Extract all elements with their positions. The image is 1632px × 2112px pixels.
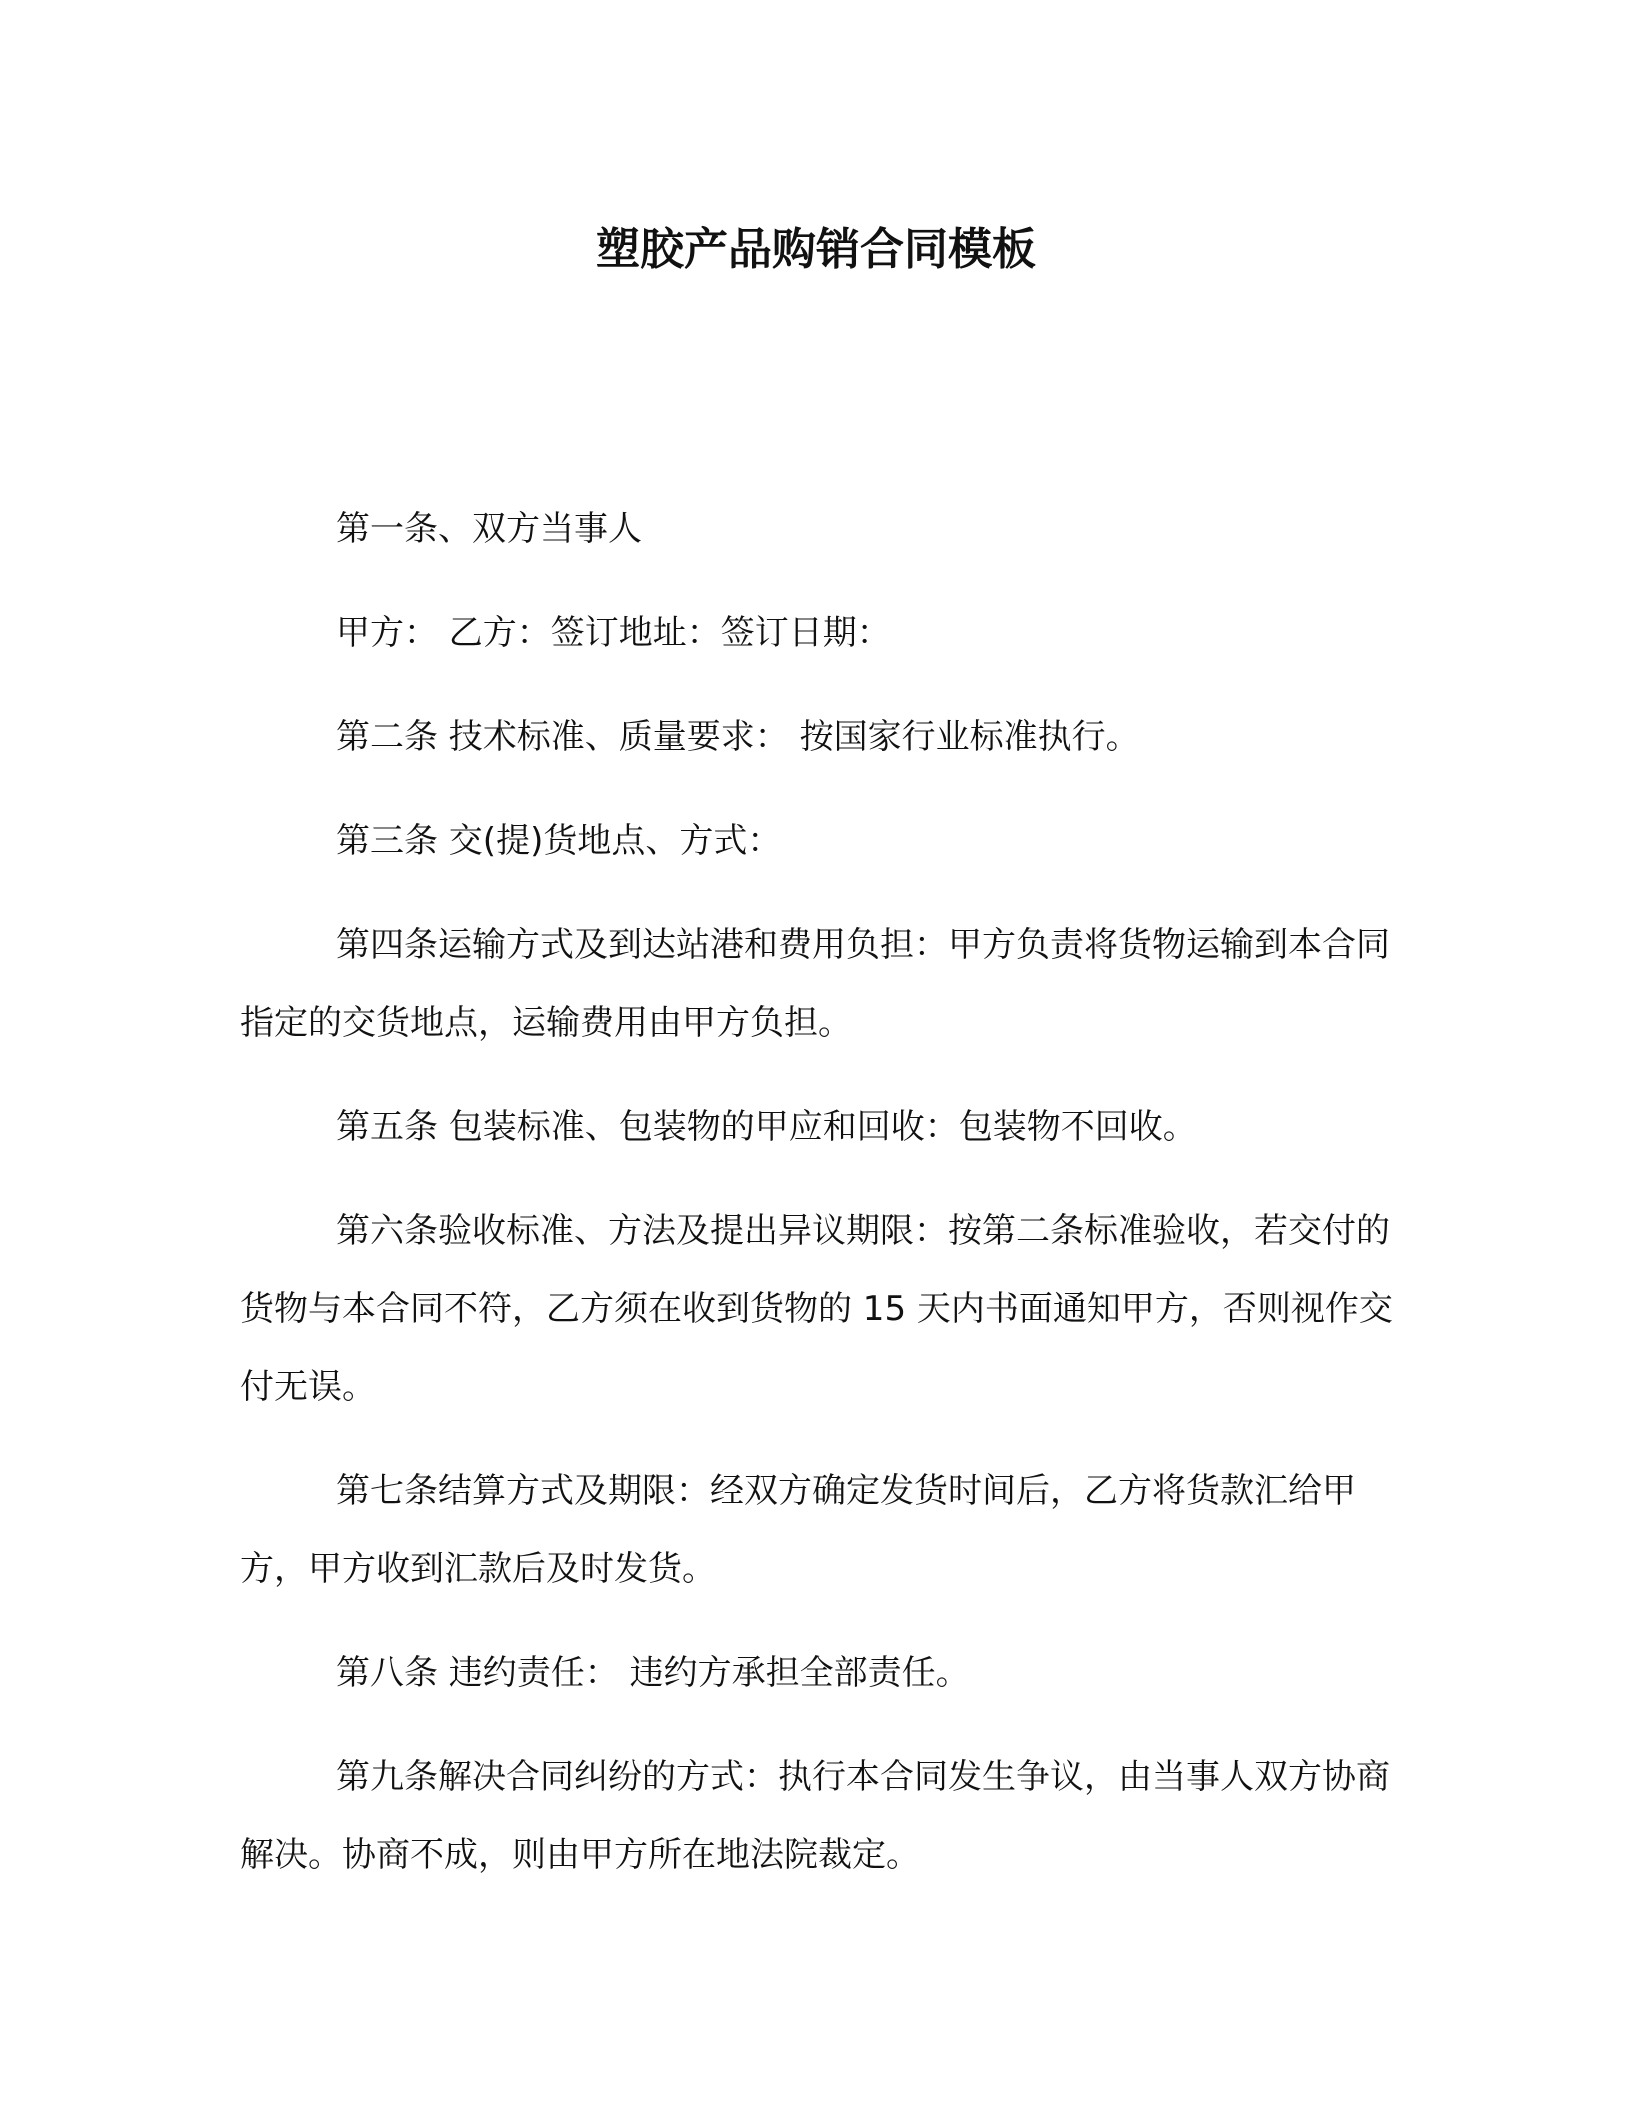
- article-9: 第九条解决合同纠纷的方式：执行本合同发生争议，由当事人双方协商解决。协商不成，则由甲方所在地法院裁定。: [240, 1757, 1390, 1875]
- document-title: 塑胶产品购销合同模板: [596, 224, 1036, 275]
- article-1-heading: 第一条、双方当事人: [336, 509, 642, 549]
- article-6: 第六条验收标准、方法及提出异议期限：按第二条标准验收，若交付的货物与本合同不符，乙方须在收到货物的 15 天内书面通知甲方，否则视作交付无误。: [240, 1211, 1393, 1407]
- article-3: 第三条 交(提)货地点、方式：: [336, 821, 782, 861]
- article-8: 第八条 违约责任： 违约方承担全部责任。: [336, 1653, 970, 1693]
- article-4: 第四条运输方式及到达站港和费用负担：甲方负责将货物运输到本合同指定的交货地点，运输费用由甲方负担。: [240, 925, 1390, 1043]
- article-7: 第七条结算方式及期限：经双方确定发货时间后，乙方将货款汇给甲方，甲方收到汇款后及时发货。: [240, 1471, 1356, 1589]
- document-body: [240, 490, 1400, 1920]
- article-2: 第二条 技术标准、质量要求： 按国家行业标准执行。: [336, 717, 1140, 757]
- article-5: 第五条 包装标准、包装物的甲应和回收：包装物不回收。: [336, 1107, 1197, 1147]
- parties-line: 甲方： 乙方：签订地址：签订日期：: [336, 613, 891, 653]
